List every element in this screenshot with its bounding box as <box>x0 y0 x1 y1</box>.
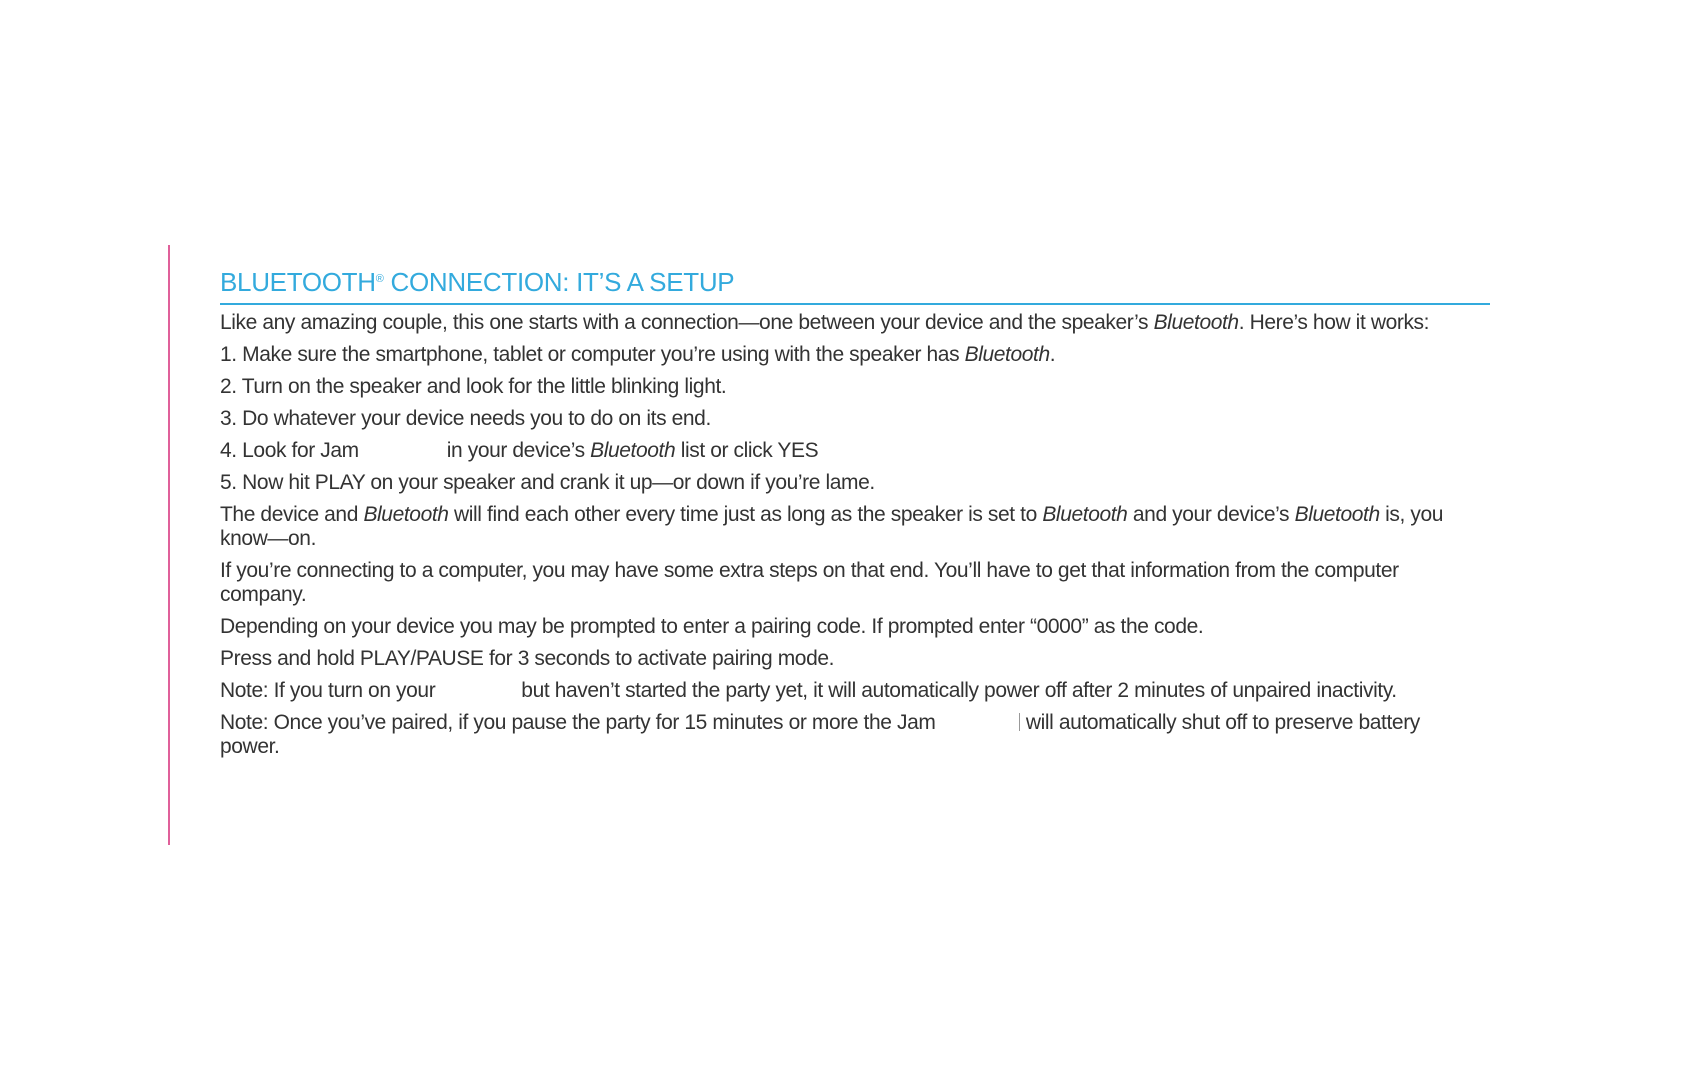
intro-text: Like any amazing couple, this one starts with a connection—one between your device and the speaker’s <box>220 311 1154 334</box>
step-4-text: 4. Look for Jam <box>220 439 359 462</box>
note-2-text-end: will automatically shut off to preserve battery power. <box>220 711 1420 758</box>
note-1-text: Note: If you turn on your <box>220 679 436 702</box>
step-4-text-mid: in your device’s <box>446 439 591 462</box>
device-text-g: is, you know—on. <box>220 503 1444 550</box>
manual-section <box>220 262 1490 759</box>
computer-paragraph: If you’re connecting to a computer, you may have some extra steps on that end. You’ll have to get that information from the computer company. <box>220 559 1399 606</box>
registered-mark: ® <box>375 273 384 285</box>
step-1 <box>220 343 1490 367</box>
device-text-a: The device and <box>220 503 364 526</box>
step-2: 2. Turn on the speaker and look for the little blinking light. <box>220 375 727 398</box>
product-name-blank-3 <box>935 713 1020 731</box>
step-5: 5. Now hit PLAY on your speaker and crank it up—or down if you’re lame. <box>220 471 875 494</box>
note-2-text: Note: Once you’ve paired, if you pause the party for 15 minutes or more the Jam <box>220 711 936 734</box>
press-paragraph: Press and hold PLAY/PAUSE for 3 seconds to activate pairing mode. <box>220 647 835 670</box>
pairing-paragraph: Depending on your device you may be prompted to enter a pairing code. If prompted enter “0000” as the code. <box>220 615 1204 638</box>
device-paragraph <box>220 503 1490 551</box>
step-1-period: . <box>1049 343 1056 366</box>
margin-rule <box>168 245 170 845</box>
section-heading <box>220 262 1490 305</box>
device-text-c: will find each other every time just as long as the speaker is set to <box>448 503 1043 526</box>
device-text-e: and your device’s <box>1127 503 1295 526</box>
step-4-text-end: list or click YES <box>675 439 819 462</box>
device-bluetooth-2: Bluetooth <box>1042 503 1128 526</box>
intro-text-end: . Here’s how it works: <box>1238 311 1430 334</box>
note-1-text-end: but haven’t started the party yet, it will automatically power off after 2 minutes of unpaired inactivity. <box>521 679 1397 702</box>
device-bluetooth-1: Bluetooth <box>363 503 449 526</box>
step-1-text: 1. Make sure the smartphone, tablet or computer you’re using with the speaker has <box>220 343 965 366</box>
step-4 <box>220 439 1490 463</box>
device-bluetooth-3: Bluetooth <box>1294 503 1380 526</box>
step-3: 3. Do whatever your device needs you to do on its end. <box>220 407 711 430</box>
heading-text-rest: CONNECTION: IT’S A SETUP <box>383 267 735 297</box>
step-4-bluetooth: Bluetooth <box>590 439 676 462</box>
intro-bluetooth: Bluetooth <box>1153 311 1239 334</box>
intro-paragraph <box>220 311 1490 335</box>
step-1-bluetooth: Bluetooth <box>964 343 1050 366</box>
note-2 <box>220 711 1490 759</box>
note-1 <box>220 679 1490 703</box>
heading-text: BLUETOOTH <box>220 267 376 297</box>
